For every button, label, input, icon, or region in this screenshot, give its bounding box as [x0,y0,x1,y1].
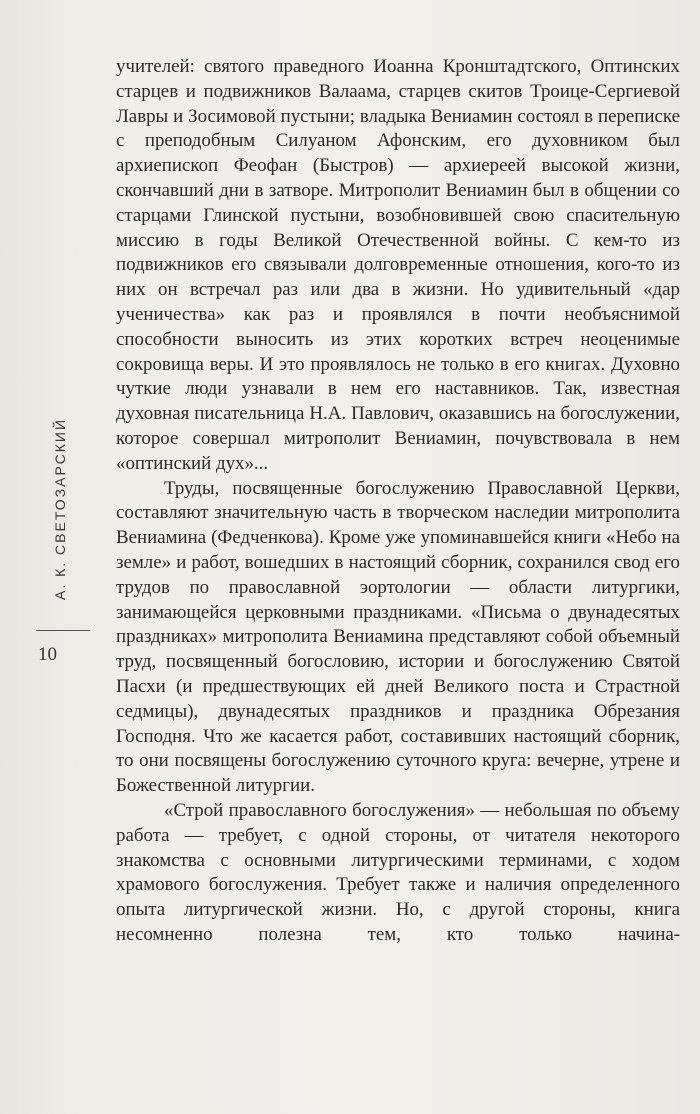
paragraph: Труды, посвященные богослужению Православной Церкви, составляют значительную часть в творческом наследии митрополита Вениамина (Федченкова). Кроме уже упоминавшейся книги «Небо на земле» и работ, вошедших в настоящий сборник, сохранился свод его трудов по православной эортологии — области литургики, занимающейся церковными праздниками. «Письма о двунадесятых праздниках» митрополита Вениамина представляют собой объемный труд, посвященный богословию, истории и богослужению Святой Пасхи (и предшествующих ей дней Великого поста и Страстной седмицы), двунадесятых праздников и праздника Обрезания Господня. Что же касается работ, составивших настоящий сборник, то они посвящены богослужению суточного круга: вечерне, утрене и Божественной литургии. [116,477,680,797]
running-head: А. К. СВЕТОЗАРСКИЙ [52,417,68,600]
paragraph-continuation: учителей: святого праведного Иоанна Кронштадтского, Оптинских старцев и подвижников Валаама, старцев скитов Троице-Сергиевой Лавры и Зосимовой пустыни; владыка Вениамин состоял в переписке с преподобным Силуаном Афонским, его духовником был архиепископ Феофан (Быстров) — архиереей высокой жизни, скончавший дни в затворе. Митрополит Вениамин был в общении со старцами Глинской пустыни, возобновившей свою спасительную миссию в годы Великой Отечественной войны. С кем-то из подвижников его связывали долговременные отношения, кого-то из них он встречал раз или два в жизни. Но удивительный «дар ученичества» как раз и проявлялся в почти необъяснимой способности выносить из этих коротких встреч неоценимые сокровища веры. И это проявлялось не только в его книгах. Духовно чуткие люди узнавали в нем его наставников. Так, известная духовная писательница Н.А. Павлович, оказавшись на богослужении, которое совершал митрополит Вениамин, почувствовала в нем «оптинский дух»... [116,56,680,474]
body-text [116,55,680,948]
page-number-rule [36,630,90,631]
paragraph: «Строй православного богослужения» — небольшая по объему работа — требует, с одной стороны, от читателя некоторого знакомства с основными литургическими терминами, с ходом храмового богослужения. Требует также и наличия определенного опыта литургической жизни. Но, с другой стороны, книга несомненно полезна тем, кто только начина- [116,799,680,945]
page-number: 10 [38,644,57,665]
